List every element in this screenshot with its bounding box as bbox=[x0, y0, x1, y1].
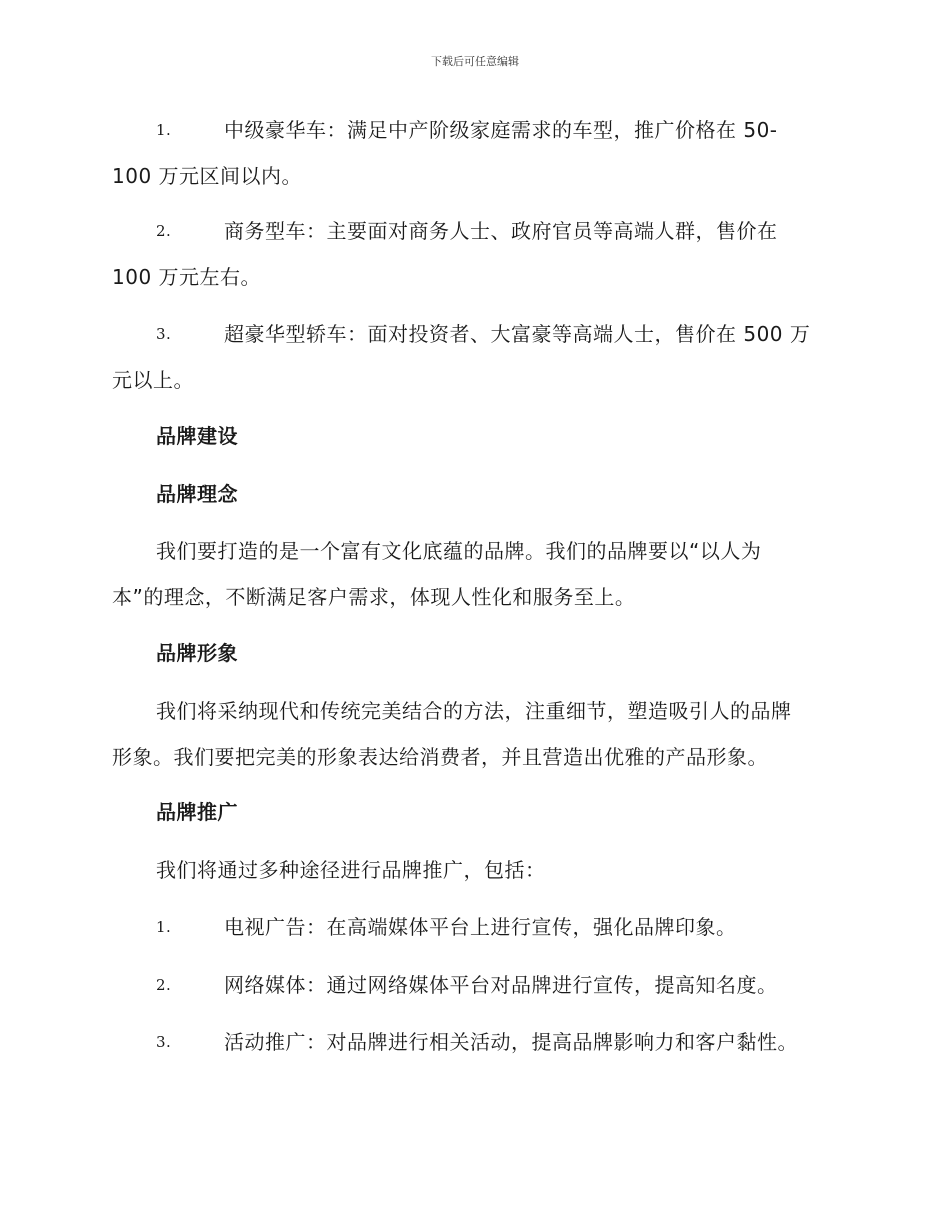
section-heading bbox=[112, 413, 842, 459]
section-heading bbox=[112, 789, 842, 835]
paragraph-line: 我们要打造的是一个富有文化底蕴的品牌。我们的品牌要以“以人为 bbox=[156, 539, 762, 563]
list-item-number: 1. bbox=[156, 918, 172, 936]
list-item-text: 中级豪华车：满足中产阶级家庭需求的车型，推广价格在 50- bbox=[224, 118, 778, 142]
paragraph-line: 我们将采纳现代和传统完美结合的方法，注重细节，塑造吸引人的品牌 bbox=[156, 699, 792, 723]
section-heading bbox=[112, 630, 842, 676]
list-item bbox=[112, 962, 842, 1008]
list-item-line bbox=[112, 311, 842, 357]
list-item-number: 1. bbox=[156, 121, 172, 139]
list-item-number: 3. bbox=[156, 325, 172, 343]
list-item-line bbox=[112, 107, 842, 153]
list-item bbox=[112, 904, 842, 950]
list-item-text: 电视广告：在高端媒体平台上进行宣传，强化品牌印象。 bbox=[224, 915, 737, 939]
list-item-text: 活动推广：对品牌进行相关活动，提高品牌影响力和客户黏性。 bbox=[224, 1030, 798, 1054]
list-item-text: 超豪华型轿车：面对投资者、大富豪等高端人士，售价在 500 万 bbox=[224, 322, 811, 346]
list-item bbox=[112, 208, 842, 300]
list-item-line bbox=[112, 208, 842, 254]
list-item-line bbox=[112, 962, 842, 1008]
paragraph-line: 形象。我们要把完美的形象表达给消费者，并且营造出优雅的产品形象。 bbox=[112, 745, 768, 769]
list-item-line bbox=[112, 1019, 842, 1065]
list-item-number: 2. bbox=[156, 222, 172, 240]
list-item bbox=[112, 1019, 842, 1065]
heading-brand-promotion: 品牌推广 bbox=[156, 800, 238, 824]
list-item-number: 2. bbox=[156, 976, 172, 994]
list-item-continuation: 元以上。 bbox=[112, 368, 194, 392]
list-item-text: 网络媒体：通过网络媒体平台对品牌进行宣传，提高知名度。 bbox=[224, 973, 778, 997]
paragraph-line: 本”的理念，不断满足客户需求，体现人性化和服务至上。 bbox=[112, 585, 636, 609]
list-item-continuation: 100 万元区间以内。 bbox=[112, 164, 303, 188]
list-item-line bbox=[112, 904, 842, 950]
list-item bbox=[112, 311, 842, 403]
page-header: 下载后可任意编辑 bbox=[431, 55, 519, 68]
list-item-number: 3. bbox=[156, 1033, 172, 1051]
paragraph-line: 我们将通过多种途径进行品牌推广，包括： bbox=[156, 858, 546, 882]
paragraph bbox=[112, 528, 842, 620]
heading-brand-concept: 品牌理念 bbox=[156, 482, 238, 506]
heading-brand-image: 品牌形象 bbox=[156, 641, 238, 665]
list-item bbox=[112, 107, 842, 199]
section-heading bbox=[112, 471, 842, 517]
paragraph bbox=[112, 688, 842, 780]
heading-brand-building: 品牌建设 bbox=[156, 424, 238, 448]
list-item-continuation: 100 万元左右。 bbox=[112, 265, 262, 289]
paragraph bbox=[112, 847, 842, 893]
list-item-text: 商务型车：主要面对商务人士、政府官员等高端人群，售价在 bbox=[224, 219, 778, 243]
